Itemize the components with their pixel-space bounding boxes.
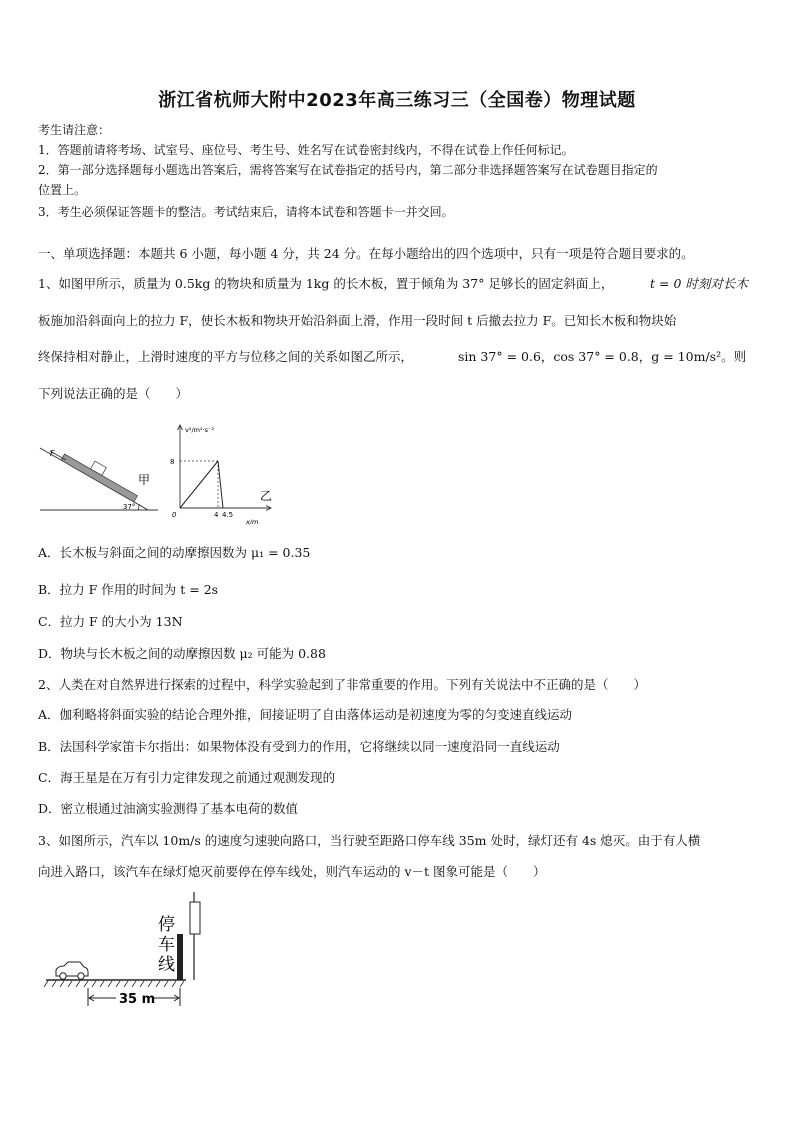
q3-text: 向进入路口，该汽车在绿灯熄灭前要停在停车线处，则汽车运动的 v－t 图象可能是（ ）	[38, 864, 546, 879]
q3-text: 3、如图所示，汽车以 10m/s 的速度匀速驶向路口，当行驶至距路口停车线 35m 处时，绿灯还有 4s 熄灭。由于有人横	[38, 833, 701, 848]
notice-heading: 考生请注意：	[38, 123, 111, 137]
figure-incline	[38, 440, 168, 520]
option-a: A．长木板与斜面之间的动摩擦因数为 μ₁ = 0.35	[38, 545, 311, 560]
sign-char: 停	[158, 915, 175, 935]
option-b: B．法国科学家笛卡尔指出：如果物体没有受到力的作用，它将继续以同一速度沿同一直线运动	[38, 739, 560, 754]
force-label: F	[50, 449, 55, 458]
stop-line-bar	[177, 934, 183, 980]
sign-char: 车	[158, 935, 175, 955]
option-c: C．拉力 F 的大小为 13N	[38, 614, 183, 629]
option-a: A．伽利略将斜面实验的结论合理外推，间接证明了自由落体运动是初速度为零的匀变速直线运动	[38, 707, 573, 722]
q1-text: 下列说法正确的是（ ）	[38, 386, 189, 401]
q1-text: sin 37° = 0.6，cos 37° = 0.8，g = 10m/s²。则	[458, 349, 747, 364]
graph-line-rise	[180, 461, 218, 508]
notice-item: 位置上。	[38, 183, 87, 197]
figure-label: 甲	[138, 473, 151, 487]
origin-label: 0	[172, 511, 177, 519]
section-heading: 一、单项选择题：本题共 6 小题，每小题 4 分，共 24 分。在每小题给出的四个选项中，只有一项是符合题目要求的。	[38, 246, 694, 261]
traffic-light	[190, 902, 200, 934]
angle-label: 37°	[123, 503, 136, 511]
q1-stem-line	[38, 347, 762, 367]
option-c: C．海王星是在万有引力定律发现之前通过观测发现的	[38, 770, 336, 785]
y-axis-label: v²/m²·s⁻²	[185, 426, 215, 434]
q1-text: t = 0 时刻对长木	[650, 276, 748, 291]
figure-stop-line	[40, 892, 230, 1012]
option-d: D．物块与长木板之间的动摩擦因数 μ₂ 可能为 0.88	[38, 646, 326, 661]
sign-char: 线	[158, 955, 175, 975]
figure-label: 乙	[260, 489, 273, 503]
x-tick: 4	[214, 511, 219, 519]
q1-text: 1、如图甲所示，质量为 0.5kg 的物块和质量为 1kg 的长木板，置于倾角为 37° 足够长的固定斜面上，	[38, 276, 614, 291]
q1-text: 终保持相对静止，上滑时速度的平方与位移之间的关系如图乙所示，	[38, 349, 414, 364]
option-d: D．密立根通过油滴实验测得了基本电荷的数值	[38, 801, 299, 816]
notice-item: 3．考生必须保证答题卡的整洁。考试结束后，请将本试卷和答题卡一并交回。	[38, 205, 454, 219]
option-b: B．拉力 F 作用的时间为 t = 2s	[38, 582, 219, 597]
q1-text: 板施加沿斜面向上的拉力 F，使长木板和物块开始沿斜面上滑，作用一段时间 t 后撤去拉力 F。已知长木板和物块始	[38, 313, 677, 328]
graph-line-fall	[218, 461, 223, 508]
q1-stem-line	[38, 274, 762, 294]
page-title: 浙江省杭师大附中2023年高三练习三（全国卷）物理试题	[158, 90, 636, 111]
q2-stem: 2、人类在对自然界进行探索的过程中，科学实验起到了非常重要的作用。下列有关说法中不正确的是（ ）	[38, 677, 646, 692]
distance-label: 35 m	[119, 992, 156, 1007]
car-icon	[56, 962, 88, 979]
figure-v2-x-graph	[168, 420, 278, 528]
notice-item: 2．第一部分选择题每小题选出答案后，需将答案写在试卷指定的括号内，第二部分非选择题答案写在试卷题目指定的	[38, 163, 658, 177]
notice-item: 1．答题前请将考场、试室号、座位号、考生号、姓名写在试卷密封线内，不得在试卷上作任何标记。	[38, 143, 574, 157]
y-tick: 8	[170, 458, 175, 466]
long-board	[61, 454, 137, 502]
x-tick: 4.5	[222, 511, 234, 519]
x-axis-label: x/m	[246, 518, 259, 526]
